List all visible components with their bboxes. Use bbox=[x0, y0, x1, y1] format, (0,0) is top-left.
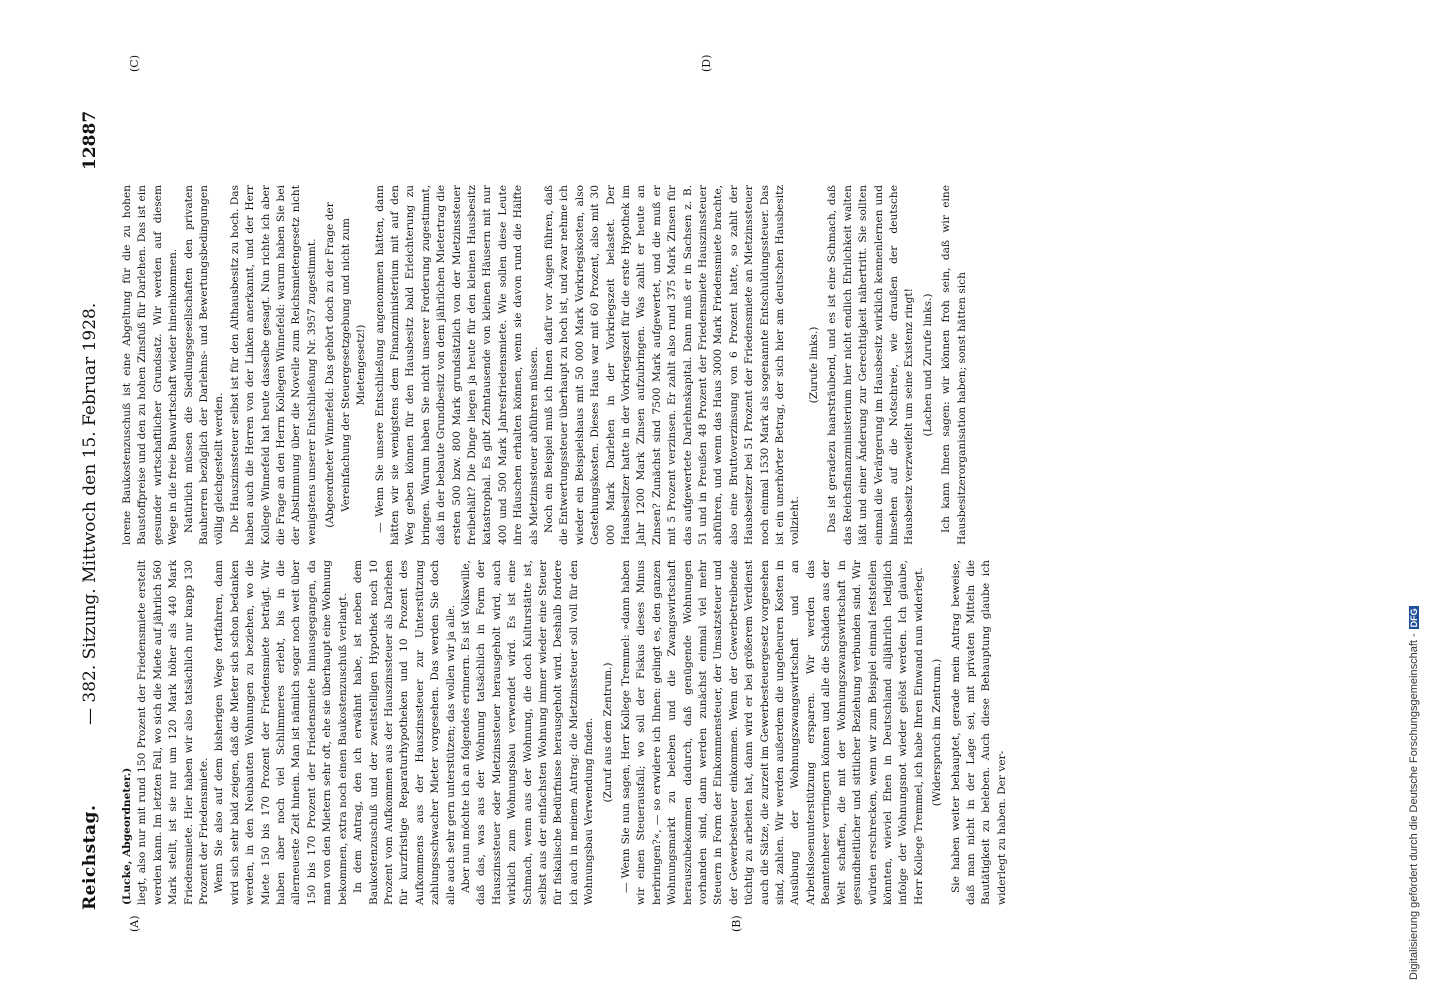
paragraph: Aber nun möchte ich an folgendes erinnern. Es ist Volkswille, daß das, was aus der Wohnung tatsächlich in Form der Hauszinssteuer oder Mietzinssteuer herausgeholt wird, auch wirklich zum Wohnungsbau verwendet wird. Es ist eine Schmach, wenn aus der Wohnung, die doch Kulturstätte ist, selbst aus der einfachsten Wohnung immer wieder eine Steuer für fiskalische Bedürfnisse herausgeholt wird. Deshalb fordere ich auch in meinem Antrag: die Mietzinssteuer soll voll für den Wohnungsbau Verwendung finden. bbox=[459, 560, 596, 905]
paragraph: Ich kann Ihnen sagen: wir können froh sein, daß wir eine Hausbesitzerorganisation haben; sonst hätten sich bbox=[940, 185, 968, 545]
paragraph: Natürlich müssen die Siedlungsgesellschaften den privaten Bauherren bezüglich der Darlehns- und Bewertungsbedingungen völlig gleichgestellt werden. bbox=[182, 185, 226, 545]
interjection: (Zurufe links.) bbox=[807, 326, 820, 404]
margin-mark-b: (B) bbox=[730, 915, 743, 932]
header-title: Reichstag. bbox=[80, 804, 100, 910]
paragraph: liegt, also nur mit rund 150 Prozent der Friedensmiete erstellt werden kann. Im letzten Fall, wo sich die Miete auf jährlich 560 Mark stellt, ist sie nur um 120 Mark höher als 440 Mark Friedensmiete. Hier haben wir also tatsächlich nur knapp 130 Prozent der Friedensmiete. bbox=[136, 560, 211, 905]
paragraph: lorene Baukostenzuschuß ist eine Abgeltung für die zu hohen Baustoffpreise und den zu hohen Zinsfuß für Darlehen. Das ist ein gesunder wirtschaftlicher Grundsatz. Wir werden auf diesem Wege in die freie Bauwirtschaft wieder hineinkommen. bbox=[121, 185, 180, 545]
margin-mark-c: (C) bbox=[128, 55, 141, 72]
paragraph: — Wenn Sie nun sagen, Herr Kollege Tremmel: »dann haben wir einen Steuerausfall; wo soll der Fiskus dieses Minus herbringen?«, — so erwidere ich Ihnen: gelingt es, den ganzen Wohnungsmarkt zu beleben und die Zwangswirtschaft herauszubekommen dadurch, daß genügende Wohnungen vorhanden sind, dann werden zunächst einmal viel mehr Steuern in Form der Einkommensteuer, der Umsatzsteuer und der Gewerbesteuer einkommen. Wenn der Gewerbetreibende tüchtig zu arbeiten hat, dann wird er bei größerem Verdienst auch die Sätze, die zurzeit im Gewerbesteuergesetz vorgesehen sind, zahlen. Wir werden außerdem die ungeheuren Kosten in Ausübung der Wohnungszwangswirtschaft und an Arbeitslosenunterstützung ersparen. Wir werden das Beamtenheer verringern können und alle die Schäden aus der Welt schaffen, die mit der Wohnungszwangswirtschaft in gesundheitlicher und sittlicher Beziehung verbunden sind. Wir würden erschrecken, wenn wir zum Beispiel einmal feststellen könnten, wieviel Ehen in Deutschland alljährlich lediglich infolge der Wohnungsnot wieder gelöst werden. Ich glaube, Herr Kollege Tremmel, ich habe Ihren Einwand nun widerlegt. bbox=[620, 560, 925, 905]
page-number: 12887 bbox=[80, 110, 100, 170]
paragraph: Noch ein Beispiel muß ich Ihnen dafür vor Augen führen, daß die Entwertungssteuer überhaupt zu hoch ist, und zwar nehme ich wieder ein Beispielshaus mit 50 000 Mark Vorkriegskosten, also Gestehungskosten. Dieses Haus war mit 60 Prozent, also mit 30 000 Mark Darlehen in der Vorkriegszeit belastet. Der Hausbesitzer hatte in der Vorkriegszeit für die erste Hypothek im Jahr 1200 Mark Zinsen aufzubringen. Was zahlt er heute an Zinsen? Zunächst sind 7500 Mark aufgewertet, und die muß er mit 5 Prozent verzinsen. Er zahlt also rund 375 Mark Zinsen für das aufgewertete Darlehnskapital. Dann muß er in Sachsen z. B. 51 und in Preußen 48 Prozent der Friedensmiete Hauszinssteuer abführen, und wenn das Haus 3000 Mark Friedensmiete brachte, also eine Bruttoverzinsung von 6 Prozent hatte, so zahlt der Hausbesitzer bei 51 Prozent der Friedensmiete an Mietzinssteuer noch einmal 1530 Mark als sogenannte Entschuldungssteuer. Das ist ein unerhörter Betrag, der sich hier am deutschen Hausbesitz vollzieht. bbox=[542, 185, 802, 545]
interjection: (Zuruf aus dem Zentrum.) bbox=[601, 662, 614, 803]
paragraph: Das ist geradezu haarsträubend, und es ist eine Schmach, daß das Reichsfinanzministerium hier nicht endlich Ehrlichkeit walten läßt und einer Änderung zur Gerechtigkeit nähertritt. Sie sollten einmal die Verärgerung im Hausbesitz wirklich kennenlernen und hinsehen auf die Notschreie, wie draußen der deutsche Hausbesitz verzweifelt um seine Existenz ringt! bbox=[826, 185, 916, 545]
speaker-label: (Lucke, Abgeordneter.) bbox=[121, 767, 133, 905]
interjection: (Widerspruch im Zentrum.) bbox=[931, 658, 944, 807]
paragraph: Die Hauszinssteuer selbst ist für den Althausbesitz zu hoch. Das haben auch die Herren von der Linken anerkannt, und der Herr Kollege Winnefeld hat heute dasselbe gesagt. Nun richte ich aber die Frage an den Herrn Kollegen Winnefeld: warum haben Sie bei der Abstimmung über die Novelle zum Reichsmietengesetz nicht wenigstens unserer Entschließung Nr. 3957 zugestimmt. bbox=[228, 185, 318, 545]
interjection: (Lachen und Zurufe links.) bbox=[921, 293, 934, 437]
header-session-date: — 382. Sitzung. Mittwoch den 15. Februar 1928. bbox=[80, 302, 100, 725]
dfg-badge: DFG bbox=[1409, 608, 1419, 628]
column-right bbox=[120, 185, 970, 545]
paragraph: Wenn Sie also auf dem bisherigen Wege fortfahren, dann wird sich sehr bald zeigen, daß die Mieter sich schon bedanken werden, in den Neubauten Wohnungen zu beziehen, wo die Miete 150 bis 170 Prozent der Friedensmiete beträgt. Wir haben aber noch viel Schlimmeres erlebt, bis in die allerneueste Zeit hinein. Man ist nämlich sogar noch weit über 150 bis 170 Prozent der Friedensmiete hinausgegangen, da man von den Mietern sehr oft, ehe sie überhaupt eine Wohnung bekommen, extra noch einen Baukostenzuschuß verlangt. bbox=[213, 560, 349, 905]
digitization-credit-strip bbox=[1404, 15, 1432, 980]
paragraph: — Wenn Sie unsere Entschließung angenommen hätten, dann hätten wir sie wenigstens dem Finanzministerium mit auf den Weg geben können für den Hausbesitz bald Erleichterung zu bringen. Warum haben Sie nicht unserer Forderung zugestimmt, daß in der bebaute Grundbesitz von dem jährlichen Mietertrag die ersten 500 bzw. 800 Mark grundsätzlich von der Mietzinssteuer freibehält? Die Dinge liegen ja heute für den kleinen Hausbesitz katastrophal. Es gibt Zehntausende von kleinen Häusern mit nur 400 und 500 Mark Jahresfriedensmiete. Wie sollen diese Leute ihre Häuschen erhalten können, wenn sie davon rund die Hälfte als Mietzinssteuer abführen müssen. bbox=[373, 185, 540, 545]
paragraph: In dem Antrag, den ich erwähnt habe, ist neben dem Baukostenzuschuß und der zweitstelligen Hypothek noch 10 Prozent vom Aufkommen aus der Hauszinssteuer als Darlehen für kurzfristige Reparaturhypotheken und 10 Prozent des Aufkommens aus der Hauszinssteuer zur Unterstützung zahlungsschwacher Mieter vorgesehen. Das werden Sie doch alle auch sehr gern unterstützen; das wollen wir ja alle. bbox=[352, 560, 457, 905]
column-left bbox=[120, 560, 1010, 905]
margin-mark-a: (A) bbox=[128, 915, 141, 932]
margin-mark-d: (D) bbox=[700, 54, 713, 72]
digitization-credit: Digitalisierung gefördert durch die Deutsche Forschungsgemeinschaft - bbox=[1408, 633, 1420, 980]
page-header bbox=[80, 110, 120, 910]
interjection: (Abgeordneter Winnefeld: Das gehört doch zu der Frage der Vereinfachung der Steuergesetzgebung und nicht zum Mietengesetz!) bbox=[324, 202, 368, 528]
paragraph: Sie haben weiter behauptet, gerade mein Antrag beweise, daß man nicht in der Lage sei, mit privaten Mitteln die Bautätigkeit zu beleben. Auch diese Behauptung glaube ich widerlegt zu haben. Der ver- bbox=[949, 560, 1008, 905]
